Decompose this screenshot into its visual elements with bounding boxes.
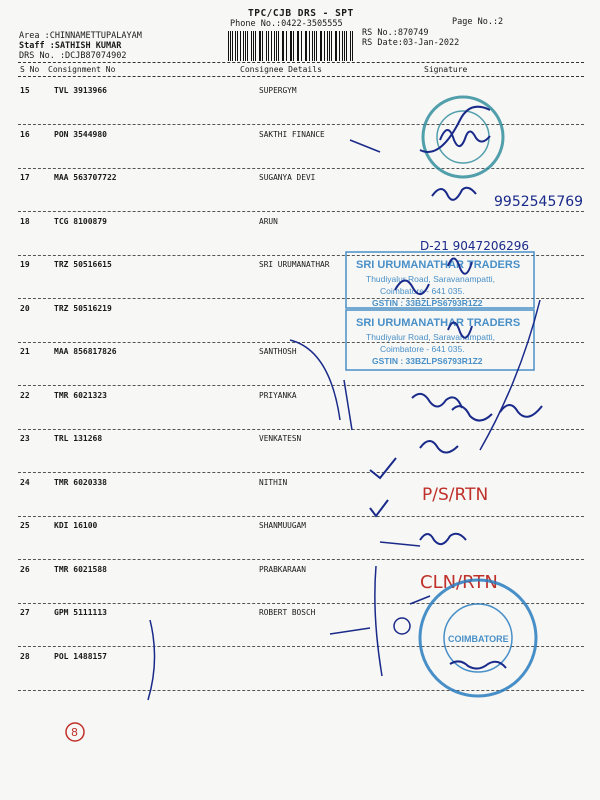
finance-round-stamp [423,97,503,177]
row-serial-number: 27 [20,608,30,617]
traders-stamp-address-1: Thudiyalur Road, Saravanampatti, [366,274,495,284]
page-number: Page No.:2 [452,17,504,27]
row-serial-number: 17 [20,173,30,182]
row-serial-number: 22 [20,390,30,400]
row-consignee-name: SUGANYA DEVI [259,173,316,182]
handwritten-phone-2: D-21 9047206296 [420,239,530,253]
col-sno: S No [20,65,40,74]
row-consignee-name: PRABKARAAN [259,564,306,574]
row-consignment-number: TMR 6021323 [54,390,107,400]
staff-label: Staff :SATHISH KUMAR [19,41,122,51]
row-consignment-number: TMR 6021588 [54,564,107,574]
row-serial-number: 26 [20,564,30,574]
row-consignment-number: PON 3544980 [54,129,107,139]
col-consignment: Consignment No [48,65,116,74]
row-consignee-name: SAKTHI FINANCE [259,129,325,139]
row-consignee-name: ARUN [259,216,278,226]
traders-stamp-name-2: SRI URUMANATHAR TRADERS [356,317,521,329]
row-consignee-name: SUPERGYM [259,86,297,95]
row-serial-number: 25 [20,521,30,530]
traders-stamp-gstin-2: GSTIN : 33BZLPS6793R1Z2 [372,356,483,366]
rs-number: RS No.:870749 [362,28,429,38]
row-serial-number: 21 [20,347,30,356]
traders-stamp-lower [346,310,534,370]
row-consignee-name: ROBERT BOSCH [259,608,316,617]
row-consignment-number: KDI 16100 [54,521,98,530]
drs-number: DRS No. :DCJB87074902 [19,51,127,61]
sheet-phone: Phone No.:0422-3505555 [230,19,343,29]
row-consignee-name: SHANMUUGAM [259,521,306,530]
traders-stamp-address-1b: Thudiyalur Road, Saravanampatti, [366,332,495,342]
row-consignment-number: TCG 8100879 [54,216,107,226]
row-serial-number: 28 [20,651,30,661]
row-serial-number: 16 [20,129,30,139]
row-serial-number: 24 [20,477,30,487]
handwritten-ps-rtn: P/S/RTN [422,485,489,505]
signature-17 [432,188,476,200]
row-consignment-number: GPM 5111113 [54,608,107,617]
row-consignment-number: POL 1488157 [54,651,107,661]
signature-25 [420,534,466,544]
bosch-stamp-city: COIMBATORE [448,634,509,644]
traders-stamp-gstin: GSTIN : 33BZLPS6793R1Z2 [372,298,483,308]
footer-handwritten-number: 8 [71,726,78,739]
row-consignment-number: TMR 6020338 [54,477,107,487]
traders-stamp-address-2: Coimbatore - 641 035. [380,286,465,296]
row-consignee-name: PRIYANKA [259,390,297,400]
signature-16 [440,130,490,146]
row-consignment-number: TRZ 50516615 [54,260,112,269]
row-consignment-number: TRL 131268 [54,434,103,443]
rs-date: RS Date:03-Jan-2022 [362,38,460,48]
row-consignee-name: NITHIN [259,477,288,487]
row-consignee-name: VENKATESN [259,434,302,443]
row-consignment-number: TVL 3913966 [54,86,107,95]
traders-stamp-name: SRI URUMANATHAR TRADERS [356,259,521,271]
row-consignment-number: TRZ 50516219 [54,303,112,313]
handwritten-phone-1: 9952545769 [494,194,584,210]
traders-stamp-upper [346,252,534,308]
col-signature: Signature [424,65,468,74]
row-serial-number: 19 [20,260,30,269]
row-serial-number: 15 [20,86,30,95]
col-consignee: Consignee Details [240,65,322,74]
area-label: Area :CHINNAMETTUPALAYAM [19,31,142,41]
row-consignment-number: MAA 856817826 [54,347,117,356]
row-consignee-name: SRI URUMANATHAR [259,260,330,269]
row-serial-number: 23 [20,434,30,443]
sheet-title: TPC/CJB DRS - SPT [248,8,354,19]
row-consignee-name: SANTHOSH [259,347,297,356]
row-serial-number: 20 [20,303,30,313]
row-consignment-number: MAA 563707722 [54,173,117,182]
signature-22 [412,394,462,408]
traders-stamp-address-2b: Coimbatore - 641 035. [380,344,465,354]
signature-23 [420,441,458,453]
bosch-round-stamp [420,580,536,696]
row-serial-number: 18 [20,216,30,226]
handwritten-cln-rtn: CLN/RTN [420,572,498,593]
